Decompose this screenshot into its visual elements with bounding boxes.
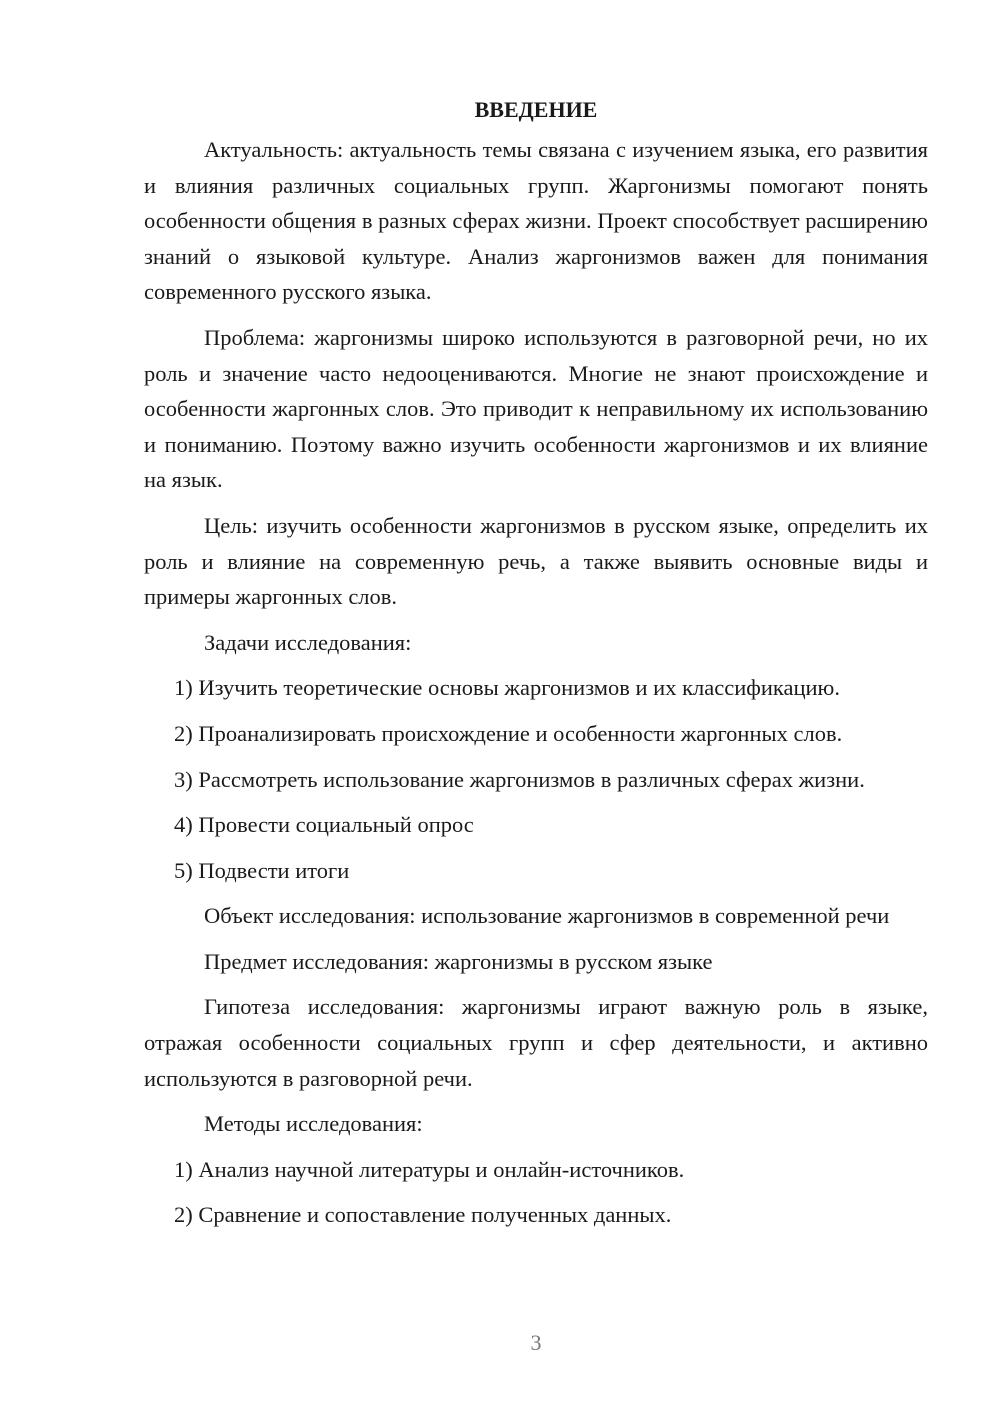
problem-paragraph: Проблема: жаргонизмы широко используются в разговорной речи, но их роль и значение часто недооцениваются. Многие не знают происхождение и особенности жаргонных слов. Это приводит к неправильному их использованию и пониманию. Поэтому важно изучить особенности жаргонизмов и их влияние на язык. [144, 324, 928, 493]
goal-paragraph: Цель: изучить особенности жаргонизмов в русском языке, определить их роль и влияние на современную речь, а также выявить основные виды и примеры жаргонных слов. [144, 512, 928, 610]
method-item: 2) Сравнение и сопоставление полученных данных. [174, 1202, 672, 1228]
page-number: 3 [530, 1330, 542, 1355]
task-item: 2) Проанализировать происхождение и особенности жаргонных слов. [174, 720, 843, 746]
relevance-paragraph: Актуальность: актуальность темы связана с изучением языка, его развития и влияния различных социальных групп. Жаргонизмы помогают понять особенности общения в разных сферах жизни. Проект способствует расширению знаний о языковой культуре. Анализ жаргонизмов важен для понимания современного русского языка. [144, 137, 928, 305]
task-item: 5) Подвести итоги [174, 857, 350, 883]
object-paragraph: Объект исследования: использование жаргонизмов в современной речи [204, 903, 890, 929]
page-title: ВВЕДЕНИЕ [474, 97, 598, 122]
task-item: 3) Рассмотреть использование жаргонизмов в различных сферах жизни. [174, 766, 865, 792]
tasks-title: Задачи исследования: [204, 629, 412, 655]
task-item: 1) Изучить теоретические основы жаргонизмов и их классификацию. [174, 675, 840, 701]
document-page [144, 92, 928, 1243]
methods-title: Методы исследования: [204, 1111, 423, 1137]
subject-paragraph: Предмет исследования: жаргонизмы в русском языке [204, 948, 713, 974]
task-item: 4) Провести социальный опрос [174, 812, 474, 838]
method-item: 1) Анализ научной литературы и онлайн-источников. [174, 1156, 685, 1182]
hypothesis-paragraph: Гипотеза исследования: жаргонизмы играют важную роль в языке, отражая особенности социальных групп и сфер деятельности, и активно используются в разговорной речи. [144, 994, 928, 1091]
